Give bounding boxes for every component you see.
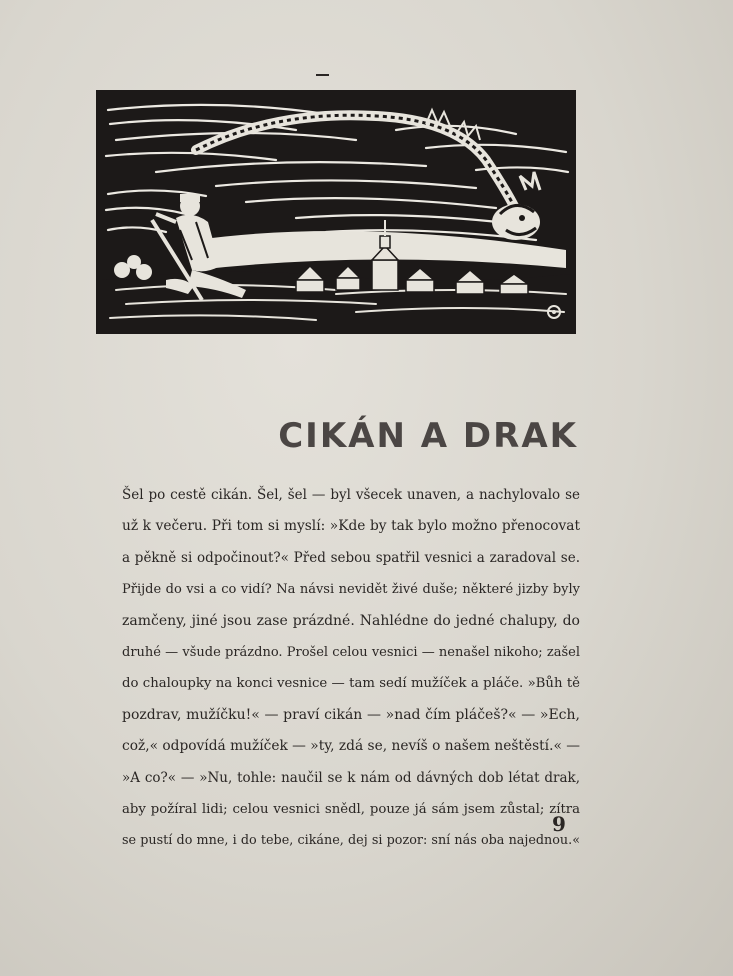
text-line: Přijde do vsi a co vidí? Na návsi nevidět živé duše; některé jizby byly: [122, 582, 580, 598]
text-line: což,« odpovídá mužíček — »ty, zdá se, nevíš o našem neštěstí.« —: [122, 738, 580, 755]
woodcut-drawing: [96, 90, 576, 334]
header-dash: [316, 74, 329, 76]
text-line: zamčeny, jiné jsou zase prázdné. Nahlédne do jedné chalupy, do: [122, 612, 580, 629]
page-number: 9: [552, 812, 566, 836]
chapter-title: CIKÁN A DRAK: [278, 416, 578, 456]
woodcut-illustration-icon: [96, 90, 576, 334]
body-paragraph: [122, 480, 580, 857]
text-line: »A co?« — »Nu, tohle: naučil se k nám od dávných dob létat drak,: [122, 769, 580, 786]
text-line: aby požíral lidi; celou vesnici snědl, pouze já sám jsem zůstal; zítra: [122, 802, 580, 818]
text-line: Šel po cestě cikán. Šel, šel — byl všecek unaven, a nachylovalo se: [122, 487, 580, 503]
text-line: se pustí do mne, i do tebe, cikáne, dej si pozor: sní nás oba najednou.«: [122, 833, 580, 849]
text-line: a pěkně si odpočinout?« Před sebou spatřil vesnici a zaradoval se.: [122, 549, 580, 566]
text-line: pozdrav, mužíčku!« — praví cikán — »nad čím pláčeš?« — »Ech,: [122, 706, 580, 723]
text-line: druhé — všude prázdno. Prošel celou vesnici — nenašel nikoho; zašel: [122, 645, 580, 661]
text-line: do chaloupky na konci vesnice — tam sedí mužíček a pláče. »Bůh tě: [122, 676, 580, 692]
text-line: už k večeru. Při tom si myslí: »Kde by tak bylo možno přenocovat: [122, 518, 580, 535]
